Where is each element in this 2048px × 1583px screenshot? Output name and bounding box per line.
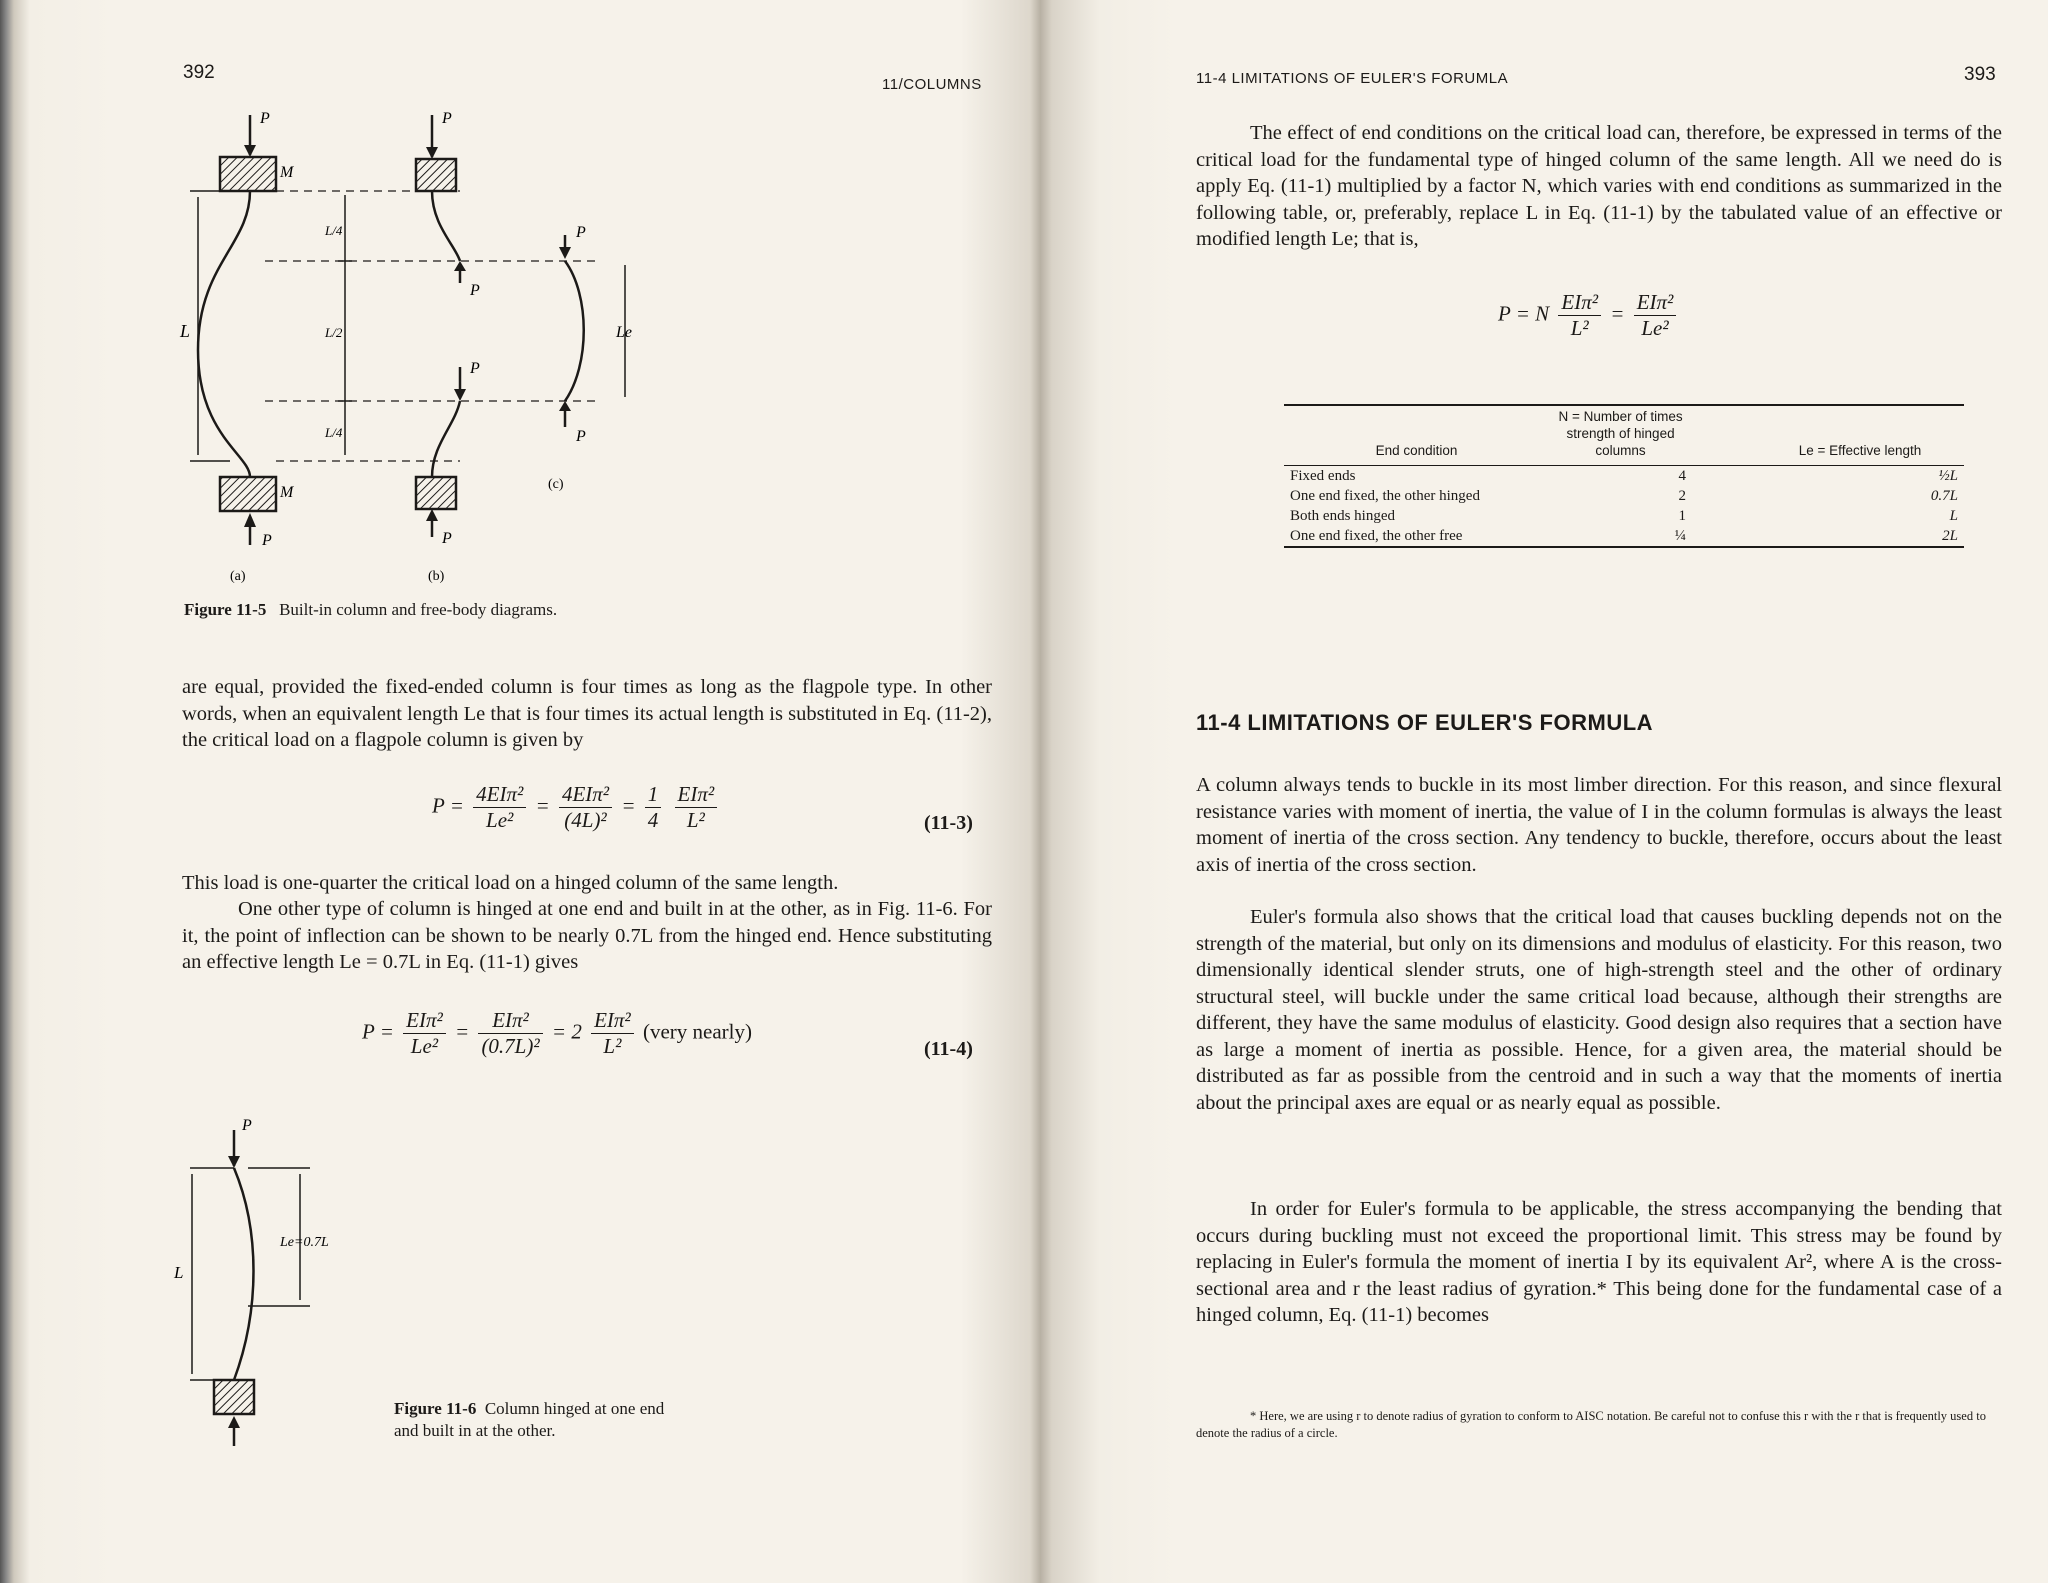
label-L: L <box>180 321 191 341</box>
right-paragraph-4: In order for Euler's formula to be applicable, the stress accompanying the bending that occurs during buckling must not exceed the proportional limit. This stress may be found by replacing in Euler's formula the moment of inertia I by its equivalent Ar², where A is the cross-sectional area and r the least radius of gyration.* This being done for the fundamental case of a hinged column, Eq. (11-1) becomes <box>1196 1198 2002 1326</box>
figure-11-6-caption: Figure 11-6 Column hinged at one end and built in at the other. <box>394 1399 665 1440</box>
figure-11-5-number: Figure 11-5 <box>184 600 267 619</box>
end-condition-table <box>1284 406 1964 548</box>
diagram-b <box>416 115 466 537</box>
footnote: * Here, we are using r to denote radius of gyration to conform to AISC notation. Be careful not to confuse this r with the r that is frequently used to denote the radius of a circle. <box>1196 1409 1986 1440</box>
figure-11-5 <box>170 105 640 595</box>
label-P-a-top: P <box>260 110 270 127</box>
label-P-c-bottom: P <box>576 428 586 445</box>
label-Le-c: Le <box>616 324 632 341</box>
running-head-right: 11-4 LIMITATIONS OF EULER'S FORUMLA <box>1196 70 1509 87</box>
label-P-b-top: P <box>442 110 452 127</box>
right-page <box>1040 0 2048 1583</box>
figure-11-6 <box>170 1110 390 1450</box>
label-P-a-bottom: P <box>262 532 272 549</box>
figure-11-6-number: Figure 11-6 <box>394 1399 477 1418</box>
equation-effective-length: P = N $\frac{\text{EIπ²}}{\text{L²}}$ = $\frac{\text{EIπ²}}{\text{Le²}}$ <box>1498 290 1680 341</box>
table-row: One end fixed, the other free ¼ 2L <box>1284 526 1964 547</box>
label-M-a-top: M <box>280 164 294 181</box>
diagram-a <box>190 115 276 545</box>
eq-11-4-frac3: $\frac{\text{EIπ²}}{\text{L²}}$ <box>591 1008 634 1059</box>
label-L4-top: L/4 <box>325 223 343 238</box>
end-condition-table-wrap <box>1284 404 1964 548</box>
dimension-lines <box>265 191 600 461</box>
table-header-end-condition: End condition <box>1375 443 1458 458</box>
table-header-row <box>1284 406 1964 466</box>
table-row: Both ends hinged 1 L <box>1290 508 1958 524</box>
label-M-a-bottom: M <box>280 484 294 501</box>
eq-11-4-frac2: $\frac{\text{EIπ²}}{\text{(0.7L)²}}$ <box>478 1008 542 1059</box>
label-P-b-mid: P <box>470 282 480 299</box>
eq-11-3-frac1: $\frac{\text{4EIπ²}}{\text{Le²}}$ <box>473 782 526 833</box>
eq-11-3-frac4: $\frac{\text{EIπ²}}{\text{L²}}$ <box>675 782 718 833</box>
equation-11-4: P = $\frac{\text{EIπ²}}{\text{Le²}}$ = $\frac{\text{EIπ²}}{\text{(0.7L)²}}$ = 2 $\frac{\text{EIπ²}}{\text{L²}}$ (very nearly) <box>362 1008 752 1058</box>
eq-11-4-frac1: $\frac{\text{EIπ²}}{\text{Le²}}$ <box>403 1008 446 1059</box>
page-number-left: 392 <box>183 62 215 83</box>
figure-11-5-caption <box>184 600 557 620</box>
left-paragraph-2: This load is one-quarter the critical load on a hinged column of the same length. <box>182 872 839 894</box>
eq-main-frac2: $\frac{\text{EIπ²}}{\text{Le²}}$ <box>1634 290 1677 341</box>
running-head-left: 11/COLUMNS <box>882 76 982 93</box>
equation-11-3-number: (11-3) <box>924 812 973 834</box>
label-a: (a) <box>230 569 246 584</box>
label-L2: L/2 <box>325 325 343 340</box>
equation-11-4-number: (11-4) <box>924 1038 973 1060</box>
page-number-right: 393 <box>1964 64 1996 85</box>
label-P-b-mid2: P <box>470 360 480 377</box>
equation-11-3: P = $\frac{\text{4EIπ²}}{\text{Le²}}$ = $\frac{\text{4EIπ²}}{\text{(4L)²}}$ = $\frac{1}{4}$ $\frac{\text{EIπ²}}{\text{L²}}$ <box>432 782 721 833</box>
right-paragraph-2: A column always tends to buckle in its most limber direction. For this reason, and since flexural resistance varies with moment of inertia, the value of I in the column formulas is always the least moment of inertia of the cross section. Any tendency to buckle, therefore, occurs about the least axis of inertia of the cross section. <box>1196 774 2002 876</box>
label-b: (b) <box>428 569 445 584</box>
fig6-label-P: P <box>242 1117 252 1134</box>
table-header-n: N = Number of times strength of hinged columns <box>1558 409 1683 458</box>
fig6-label-Le: Le=0.7L <box>280 1235 329 1250</box>
section-title: 11-4 LIMITATIONS OF EULER'S FORMULA <box>1196 710 1654 735</box>
right-paragraph-3: Euler's formula also shows that the critical load that causes buckling depends not on the strength of the material, but only on its dimensions and modulus of elasticity. For this reason, two dimensionally identical slender struts, one of high-strength steel and the other of ordinary structural steel, will buckle under the same critical load because, although their strengths are different, they have the same modulus of elasticity. Good design also requires that a section have as large a moment of inertia as possible. Hence, for a given area, the material should be distributed as far as possible from the centroid and in such a way that the moments of inertia about the principal axes are equal or as nearly equal as possible. <box>1196 906 2002 1114</box>
label-c: (c) <box>548 477 564 492</box>
fig6-label-L: L <box>174 1263 184 1282</box>
label-P-c-top: P <box>576 224 586 241</box>
fixed-base <box>214 1380 254 1414</box>
table-row: One end fixed, the other hinged 2 0.7L <box>1290 488 1958 504</box>
label-L4-bottom: L/4 <box>325 425 343 440</box>
eq-11-3-lhs: P = <box>432 793 464 818</box>
right-paragraph-1: The effect of end conditions on the critical load can, therefore, be expressed in terms of the critical load for the fundamental type of hinged column of the same length. All we need do is apply Eq. (11-1) multiplied by a factor N, which varies with end conditions as summarized in the following table, or, preferably, replace L in Eq. (11-1) by the tabulated value of an effective or modified length Le; that is, <box>1196 122 2002 250</box>
figure-11-5-text: Built-in column and free-body diagrams. <box>279 600 558 619</box>
table-header-le: Le = Effective length <box>1798 443 1922 458</box>
eq-11-3-frac2: $\frac{\text{4EIπ²}}{\text{(4L)²}}$ <box>559 782 612 833</box>
table-row: Fixed ends 4 ½L <box>1290 468 1958 484</box>
left-paragraph-3: One other type of column is hinged at one end and built in at the other, as in Fig. 11-6. For it, the point of inflection can be shown to be nearly 0.7L from the hinged end. Hence substituting an effective length Le = 0.7L in Eq. (11-1) gives <box>182 898 992 973</box>
left-paragraph-1: are equal, provided the fixed-ended column is four times as long as the flagpole type. In other words, when an equivalent length Le that is four times its actual length is substituted in Eq. (11-2), the critical load on a flagpole column is given by <box>182 676 992 751</box>
label-P-b-bottom: P <box>442 530 452 547</box>
eq-11-3-frac3: $\frac{1}{4}$ <box>645 782 662 833</box>
eq-main-frac1: $\frac{\text{EIπ²}}{\text{L²}}$ <box>1558 290 1601 341</box>
column-curve <box>234 1168 254 1380</box>
eq-11-4-note: (very nearly) <box>642 1019 752 1044</box>
